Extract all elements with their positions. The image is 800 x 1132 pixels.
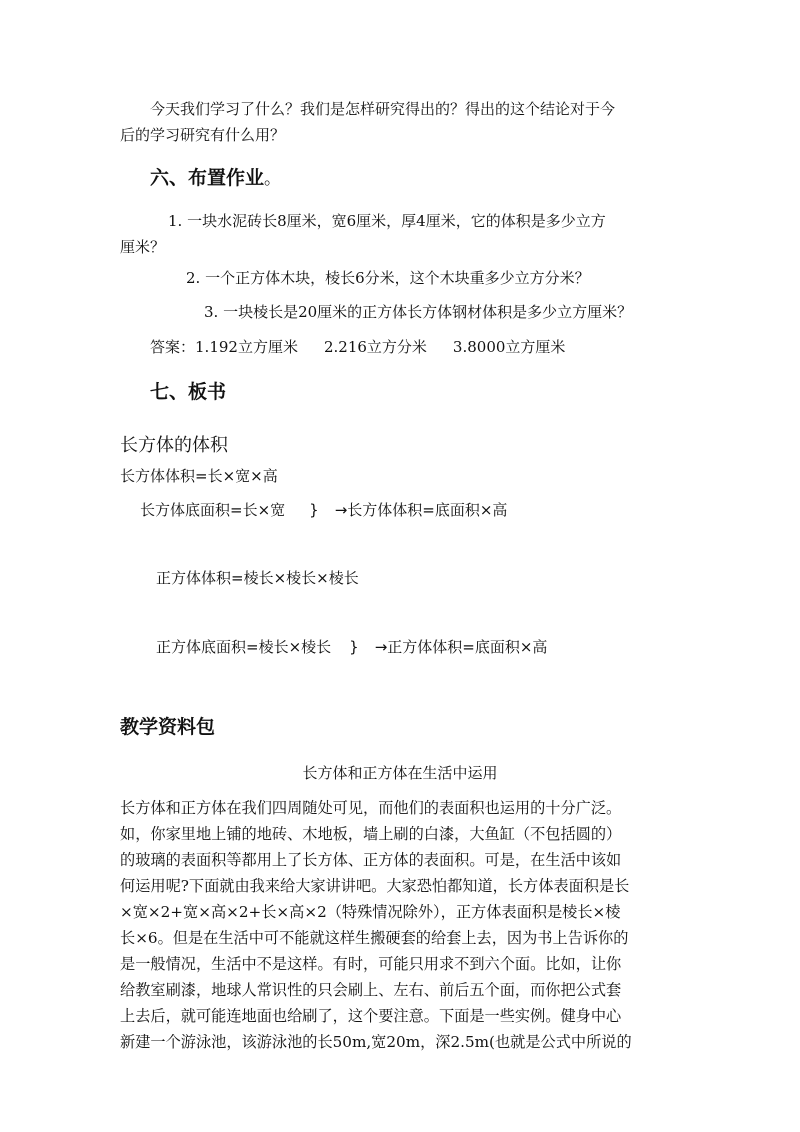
article-body [120,795,668,1055]
review-line-2: 后的学习研究有什么用？ [120,126,286,144]
board-heading: 七、板书 [150,381,227,403]
homework-heading-text: 六、布置作业 [150,167,265,189]
article-line: 是一般情况，生活中不是这样。有时，可能只用求不到六个面。比如，让你 [120,955,622,973]
review-line-1: 今天我们学习了什么？我们是怎样研究得出的？得出的这个结论对于今 [150,100,616,118]
resources-heading: 教学资料包 [120,716,216,738]
article-title: 长方体和正方体在生活中运用 [302,764,498,782]
formula-cuboid-base-right: →长方体体积=底面积×高 [334,501,508,519]
answer-1: 1.192立方厘米 [195,338,298,356]
article-line: 给教室刷漆，地球人常识性的只会刷上、左右、前后五个面，而你把公式套 [120,981,622,999]
formula-cuboid-base-left: 长方体底面积=长×宽 [140,501,286,519]
formula-cube-base-right: →正方体体积=底面积×高 [374,638,548,656]
board-title: 长方体的体积 [120,435,228,456]
formula-cube-base-left: 正方体底面积=棱长×棱长 [156,638,332,656]
homework-question-1-line-2: 厘米？ [120,238,166,256]
formula-cuboid-base [140,499,507,520]
brace-icon: } [349,638,359,656]
article-line: 何运用呢?下面就由我来给大家讲讲吧。大家恐怕都知道，长方体表面积是长 [120,877,630,895]
answer-label: 答案： [150,338,196,356]
article-line: 长×6。但是在生活中可不能就这样生搬硬套的给套上去，因为书上告诉你的 [120,929,629,947]
article-line: 的玻璃的表面积等都用上了长方体、正方体的表面积。可是，在生活中该如 [120,851,622,869]
article-line: 新建一个游泳池，该游泳池的长50m,宽20m，深2.5m(也就是公式中所说的 [120,1033,632,1051]
homework-heading [150,163,281,190]
homework-question-1-line-1: 1. 一块水泥砖长8厘米，宽6厘米，厚4厘米，它的体积是多少立方 [168,212,606,230]
formula-cube-volume: 正方体体积=棱长×棱长×棱长 [156,569,359,587]
article-line: 如，你家里地上铺的地砖、木地板，墙上刷的白漆，大鱼缸（不包括圆的） [120,825,622,843]
homework-question-2: 2. 一个正方体木块，棱长6分米，这个木块重多少立方分米？ [186,269,590,287]
answer-3: 3.8000立方厘米 [452,338,566,356]
article-line: ×宽×2+宽×高×2+长×高×2（特殊情况除外），正方体表面积是棱长×棱 [120,903,621,921]
formula-cube-base [156,636,547,657]
formula-cuboid-volume: 长方体体积=长×宽×高 [120,467,278,485]
brace-icon: } [309,501,319,519]
article-line: 上去后，就可能连地面也给刷了，这个要注意。下面是一些实例。健身中心 [120,1007,622,1025]
homework-heading-punct: 。 [264,169,282,189]
homework-question-3: 3. 一块棱长是20厘米的正方体长方体钢材体积是多少立方厘米？ [204,303,633,321]
answer-2: 2.216立方分米 [323,338,427,356]
homework-answers [150,334,565,360]
article-line: 长方体和正方体在我们四周随处可见，而他们的表面积也运用的十分广泛。 [120,799,622,817]
